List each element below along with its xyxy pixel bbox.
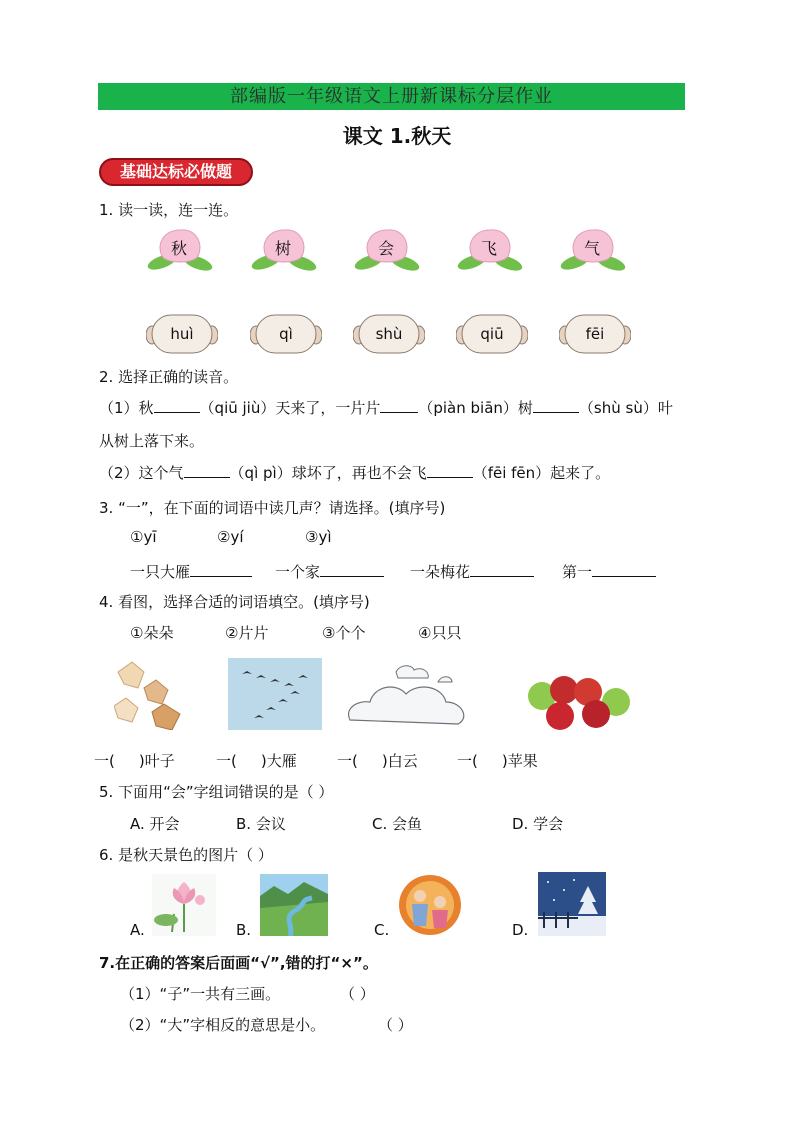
cloud-icon xyxy=(344,660,472,732)
q3-item xyxy=(562,560,656,582)
q7-title: 7.在正确的答案后面画“√”,错的打“×”。 xyxy=(99,954,378,972)
answer-blank[interactable] xyxy=(427,461,473,478)
monkey-card[interactable] xyxy=(559,311,631,355)
q6-title: 6. 是秋天景色的图片（ ） xyxy=(99,846,273,864)
q5-option[interactable]: A. 开会 xyxy=(130,815,180,833)
q3-option: ①yī xyxy=(130,528,157,546)
q2-title: 2. 选择正确的读音。 xyxy=(99,368,239,386)
q2-line2 xyxy=(99,461,610,483)
q4-option: ③个个 xyxy=(322,624,366,642)
q3-item xyxy=(410,560,534,582)
answer-blank[interactable] xyxy=(154,396,200,413)
landscape-icon xyxy=(260,874,328,936)
q3-word: 一朵梅花 xyxy=(410,563,471,581)
q2-line1 xyxy=(99,396,673,418)
answer-blank[interactable] xyxy=(380,396,418,413)
monkey-pinyin: qì xyxy=(279,325,293,343)
q5-option[interactable]: C. 会鱼 xyxy=(372,815,423,833)
q4-option: ④只只 xyxy=(418,624,462,642)
autumn-kids-picture[interactable] xyxy=(398,874,462,936)
q3-option: ②yí xyxy=(217,528,244,546)
q2-text: （1）秋 xyxy=(99,399,154,417)
q4-post: )叶子 xyxy=(138,752,175,770)
q2-text: （2）这个气 xyxy=(99,464,184,482)
q3-option: ③yì xyxy=(305,528,332,546)
peach-card[interactable] xyxy=(456,226,524,272)
wild-geese-illustration xyxy=(228,658,324,734)
q6-option[interactable]: A. xyxy=(130,921,145,939)
series-banner: 部编版一年级语文上册新课标分层作业 xyxy=(98,83,685,110)
q5-option[interactable]: D. 学会 xyxy=(512,815,564,833)
q4-blank-item xyxy=(337,750,418,771)
peach-card[interactable] xyxy=(146,226,214,272)
snow-scene-picture[interactable] xyxy=(538,872,606,936)
q3-word: 第一 xyxy=(562,563,593,581)
q5-title: 5. 下面用“会”字组词错误的是（ ） xyxy=(99,783,334,801)
monkey-pinyin: huì xyxy=(170,325,194,343)
monkey-pinyin: qiū xyxy=(480,325,504,343)
q2-text: （qì pì）球坏了，再也不会飞 xyxy=(229,464,427,482)
q4-pre: 一( xyxy=(337,752,358,770)
answer-blank[interactable] xyxy=(320,560,384,577)
monkey-pinyin: shù xyxy=(375,325,403,343)
monkey-card[interactable] xyxy=(250,311,322,355)
answer-blank[interactable] xyxy=(184,461,230,478)
lotus-picture[interactable] xyxy=(152,874,216,936)
leaf-icon xyxy=(114,654,210,730)
section-badge: 基础达标必做题 xyxy=(99,158,253,186)
answer-blank[interactable] xyxy=(470,560,534,577)
peach-char: 会 xyxy=(377,239,394,258)
q3-item xyxy=(130,560,252,582)
q4-option: ①朵朵 xyxy=(130,624,174,642)
peach-char: 树 xyxy=(274,239,291,258)
monkey-card[interactable] xyxy=(353,311,425,355)
q3-word: 一只大雁 xyxy=(130,563,191,581)
peach-char: 秋 xyxy=(170,239,187,258)
peach-card[interactable] xyxy=(250,226,318,272)
q4-pre: 一( xyxy=(457,752,478,770)
apple-icon xyxy=(526,672,634,732)
answer-blank[interactable] xyxy=(190,560,252,577)
q6-option[interactable]: C. xyxy=(374,921,390,939)
q4-post: )白云 xyxy=(381,752,418,770)
q4-blank-item xyxy=(94,750,175,771)
q5-option[interactable]: B. 会议 xyxy=(236,815,286,833)
q7-answer-paren[interactable]: （ ） xyxy=(378,1016,413,1034)
q2-text: （fēi fēn）起来了。 xyxy=(472,464,611,482)
q2-text: （qiū jiù）天来了，一片片 xyxy=(199,399,381,417)
answer-blank[interactable] xyxy=(533,396,579,413)
q4-pre: 一( xyxy=(216,752,237,770)
geese-icon xyxy=(228,658,322,730)
monkey-card[interactable] xyxy=(456,311,528,355)
q4-title: 4. 看图，选择合适的词语填空。(填序号) xyxy=(99,593,370,611)
q3-word: 一个家 xyxy=(275,563,321,581)
autumn-scene-icon xyxy=(398,874,462,936)
q7-answer-paren[interactable]: （ ） xyxy=(340,985,375,1003)
q3-item xyxy=(275,560,384,582)
peach-card[interactable] xyxy=(559,226,627,272)
lesson-title: 课文 1.秋天 xyxy=(342,124,452,148)
peach-card[interactable] xyxy=(353,226,421,272)
q3-title: 3. “一”，在下面的词语中读几声？请选择。(填序号) xyxy=(99,499,446,517)
q2-text: （piàn biān）树 xyxy=(418,399,533,417)
q7-item: （2）“大”字相反的意思是小。 xyxy=(120,1016,326,1034)
q1-title: 1. 读一读，连一连。 xyxy=(99,201,239,219)
white-cloud-illustration xyxy=(344,660,472,736)
monkey-card[interactable] xyxy=(146,311,218,355)
answer-blank[interactable] xyxy=(592,560,656,577)
q4-post: )苹果 xyxy=(501,752,538,770)
q6-option[interactable]: B. xyxy=(236,921,252,939)
q4-post: )大雁 xyxy=(260,752,297,770)
apples-illustration xyxy=(526,672,634,732)
q6-option[interactable]: D. xyxy=(512,921,529,939)
q2-text: （shù sù）叶 xyxy=(578,399,673,417)
q4-option: ②片片 xyxy=(225,624,269,642)
q2-line1-cont: 从树上落下来。 xyxy=(99,432,205,450)
q4-blank-item xyxy=(216,750,297,771)
peach-char: 飞 xyxy=(480,239,497,258)
autumn-leaves-illustration xyxy=(114,654,210,730)
q7-item: （1）“子”一共有三画。 xyxy=(120,985,281,1003)
q4-blank-item xyxy=(457,750,538,771)
monkey-pinyin: fēi xyxy=(585,325,605,343)
winter-scene-icon xyxy=(538,872,606,936)
peach-char: 气 xyxy=(583,239,600,258)
q4-pre: 一( xyxy=(94,752,115,770)
river-valley-picture[interactable] xyxy=(260,874,328,936)
lotus-icon xyxy=(152,874,216,936)
